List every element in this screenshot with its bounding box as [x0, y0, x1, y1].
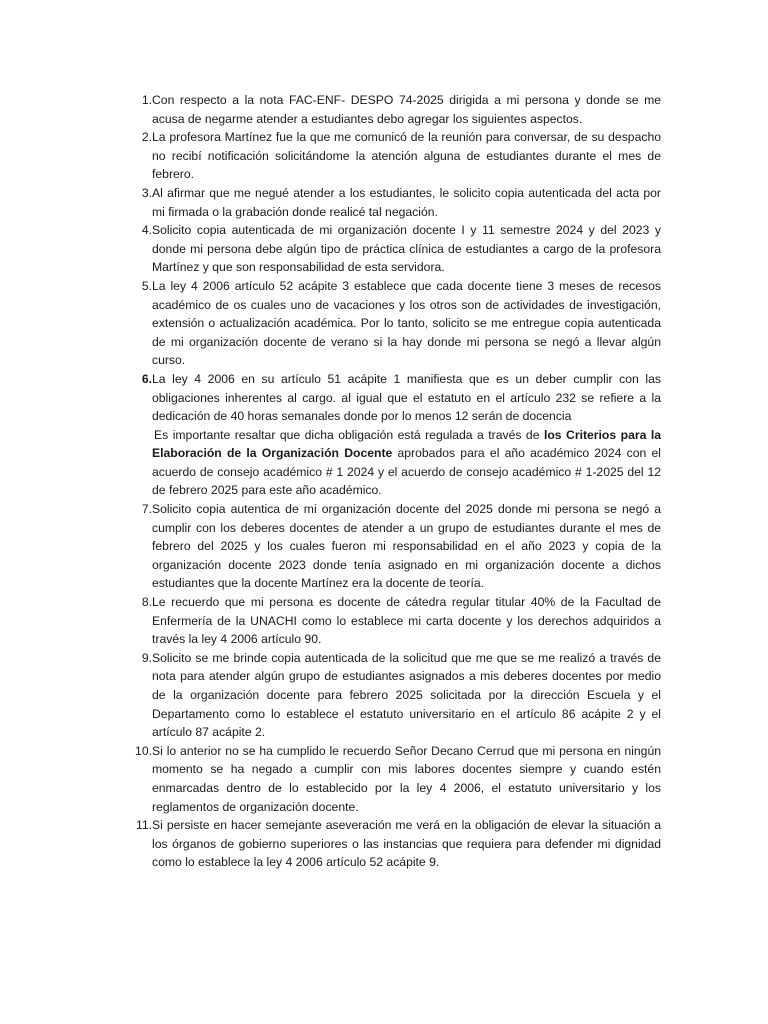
document-page — [113, 91, 661, 872]
list-number: 6. — [141, 371, 152, 386]
list-item — [113, 128, 661, 184]
list-item-text: Si persiste en hacer semejante aseveración me verá en la obligación de elevar la situación a los órganos de gobierno superiores o las instancias que requiera para defender mi dignidad como lo establece la ley 4 2006 artículo 52 acápite 9. — [152, 818, 661, 870]
list-number: 8. — [141, 595, 152, 610]
list-number: 1. — [141, 93, 152, 107]
list-item — [113, 370, 661, 500]
list-item — [113, 277, 661, 370]
list-item-paragraph: Es importante resaltar que dicha obligación está regulada a través de los Criterios para la Elaboración de la Organización Docente aprobados para el año académico 2024 con el acuerdo de consejo académico # 1 2024 y el acuerdo de consejo académico # 1-2025 del 12 de febrero 2025 para este año académico. — [152, 427, 661, 498]
list-item-text: Con respecto a la nota FAC-ENF- DESPO 74-2025 dirigida a mi persona y donde se me acusa de negarme atender a estudiantes debo agregar los siguientes aspectos. — [152, 93, 661, 126]
list-number: 9. — [141, 650, 152, 665]
list-item — [113, 184, 661, 221]
list-item-text: Solicito copia autenticada de mi organización docente I y 11 semestre 2024 y del 2023 y donde mi persona debe algún tipo de práctica clínica de estudiantes a cargo de la profesora Martínez y que son responsabilidad de esta servidora. — [152, 223, 661, 275]
list-item — [113, 91, 661, 128]
list-item-text: Al afirmar que me negué atender a los estudiantes, le solicito copia autenticada del acta por mi firmada o la grabación donde realicé tal negación. — [152, 185, 661, 219]
list-number: 5. — [141, 278, 152, 293]
list-number: 4. — [141, 223, 152, 238]
criteria-title: los Criterios para la Elaboración de la Organización Docente — [152, 427, 661, 461]
list-number: 10. — [135, 743, 152, 758]
list-number: 11. — [135, 818, 152, 833]
numbered-list — [113, 91, 661, 872]
list-item — [113, 593, 661, 649]
list-number: 3. — [141, 185, 152, 200]
list-number: 2. — [141, 130, 152, 145]
list-item — [113, 742, 661, 816]
list-item — [113, 221, 661, 277]
list-item-text: Solicito copia autentica de mi organización docente del 2025 donde mi persona se negó a cumplir con los deberes docentes de atender a un grupo de estudiantes durante el mes de febrero del 2025 y los cuales fueron mi responsabilidad en el año 2023 y copia de la organización docente 2023 donde tenía asignado en mi organización docente a dichos estudiantes que la docente Martínez era la docente de teoría. — [152, 502, 661, 591]
list-item — [113, 649, 661, 742]
list-item-text: Le recuerdo que mi persona es docente de cátedra regular titular 40% de la Facultad de Enfermería de la UNACHI como lo establece mi carta docente y los derechos adquiridos a través la ley 4 2006 artículo 90. — [152, 595, 661, 647]
list-item — [113, 500, 661, 593]
list-number: 7. — [141, 502, 152, 517]
list-item — [113, 816, 661, 872]
list-item-text: La ley 4 2006 artículo 52 acápite 3 establece que cada docente tiene 3 meses de recesos académico de os cuales uno de vacaciones y los otros son de actividades de investigación, extensión o actualización académica. Por lo tanto, solicito se me entregue copia autenticada de mi organización docente de verano si la hay donde mi persona se negó a llevar algún curso. — [152, 278, 661, 368]
list-item-text: La profesora Martínez fue la que me comunicó de la reunión para conversar, de su despacho no recibí notificación solicitándome la atención alguna de estudiantes durante el mes de febrero. — [152, 130, 661, 182]
list-item-text: Si lo anterior no se ha cumplido le recuerdo Señor Decano Cerrud que mi persona en ningún momento se ha negado a cumplir con mis labores docentes siempre y cuando estén enmarcadas dentro de lo establecido por la ley 4 2006, el estatuto universitario y los reglamentos de organización docente. — [152, 743, 661, 814]
list-item-text: Solicito se me brinde copia autenticada de la solicitud que me que se me realizó a través de nota para atender algún grupo de estudiantes asignados a mis deberes docentes por medio de la organización docente para febrero 2025 solicitada por la dirección Escuela y el Departamento como lo establece el estatuto universitario en el artículo 86 acápite 2 y el artículo 87 acápite 2. — [152, 650, 661, 740]
list-item-text: La ley 4 2006 en su artículo 51 acápite 1 manifiesta que es un deber cumplir con las obligaciones inherentes al cargo. al igual que el estatuto en el artículo 232 se refiere a la dedicación de 40 horas semanales donde por lo menos 12 serán de docencia Es importante resaltar que dicha obligación está regulada a través de los Criterios para la Elaboración de la Organización Docente aprobados para el año académico 2024 con el acuerdo de consejo académico # 1 2024 y el acuerdo de consejo académico # 1-2025 del 12 de febrero 2025 para este año académico. — [152, 370, 661, 500]
